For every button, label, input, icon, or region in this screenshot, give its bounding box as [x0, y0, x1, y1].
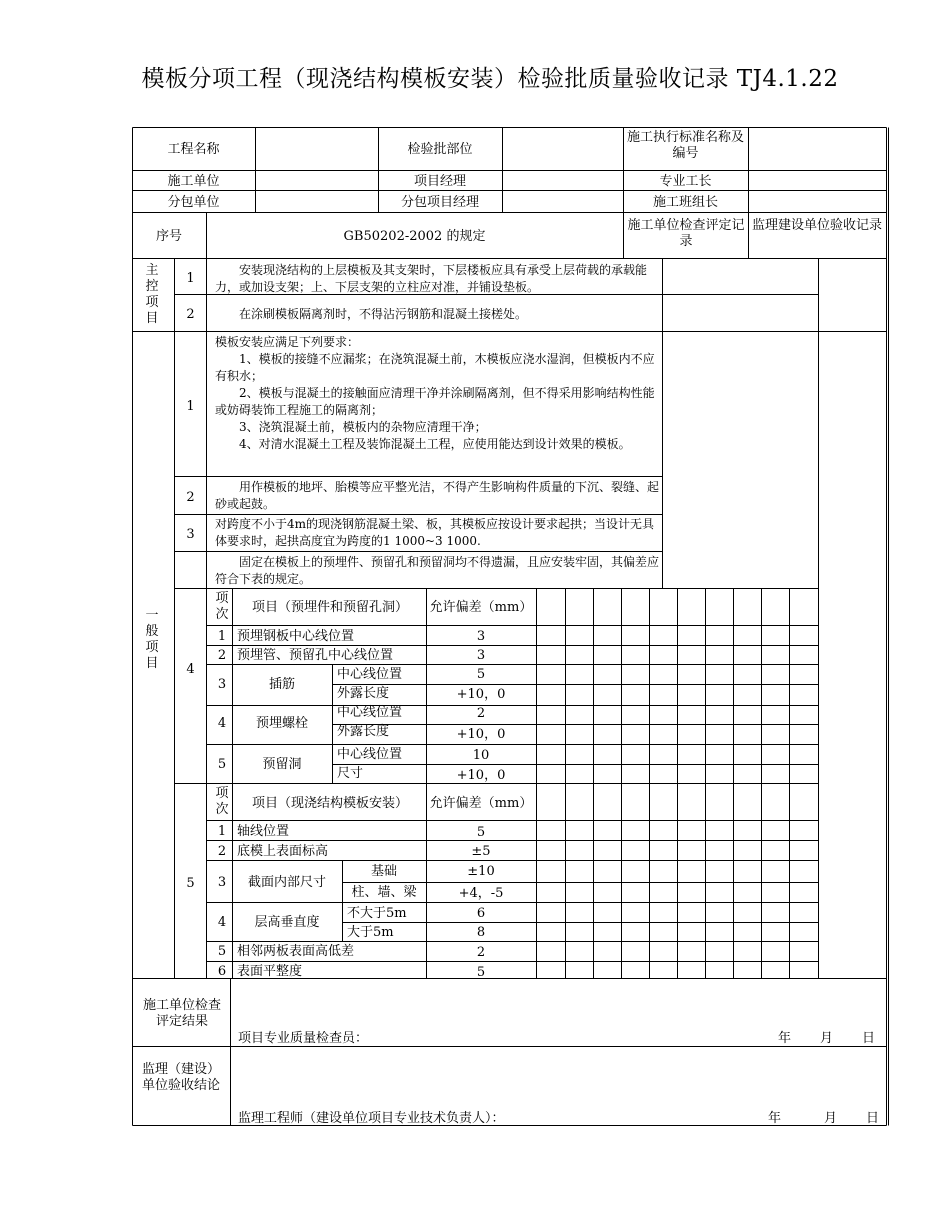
label-team-leader: 施工班组长 — [652, 195, 718, 210]
item5-row3-tol2: +4，-5 — [458, 886, 504, 901]
item5-row4-item: 层高垂直度 — [254, 915, 320, 930]
item4-row1-item: 预埋钢板中心线位置 — [237, 629, 355, 644]
item5-row2-item: 底模上表面标高 — [237, 844, 329, 859]
item5-row2-seq: 2 — [217, 844, 227, 859]
label-pm: 项目经理 — [413, 174, 466, 189]
item5-col-seq: 项次 — [215, 786, 229, 817]
item4-row1-seq: 1 — [217, 629, 227, 644]
item4-col-tol: 允许偏差（mm） — [429, 600, 533, 615]
document-title: 模板分项工程（现浇结构模板安装）检验批质量验收记录 TJ4.1.22 — [141, 66, 839, 92]
general-item-4-no: 4 — [186, 662, 195, 677]
main-control-label: 主控项目 — [145, 263, 159, 326]
item4-row3-sub1: 中心线位置 — [337, 667, 403, 682]
item4-row4-sub1: 中心线位置 — [337, 705, 403, 720]
item4-col-seq: 项次 — [215, 591, 229, 622]
item4-row4-tol1: 2 — [476, 706, 486, 721]
date-day-1: 日 — [862, 1031, 876, 1046]
label-inspect-part: 检验批部位 — [407, 142, 473, 157]
item4-row2-item: 预埋管、预留孔中心线位置 — [237, 648, 394, 663]
item4-row5-sub2: 尺寸 — [337, 766, 364, 781]
item5-row2-tol: ±5 — [471, 844, 491, 859]
general-item-1-no: 1 — [186, 399, 195, 414]
item5-row4-sub1: 不大于5m — [347, 906, 407, 921]
main-item-2-no: 2 — [186, 307, 195, 322]
item4-row3-seq: 3 — [217, 677, 227, 692]
general-item-2-text: 用作模板的地坪、胎模等应平整光洁，不得产生影响构件质量的下沉、裂缝、起砂或起鼓。 — [215, 480, 660, 511]
main-item-2-text: 在涂刷模板隔离剂时，不得沾污钢筋和混凝土接槎处。 — [215, 307, 528, 321]
label-constructor: 施工单位 — [167, 174, 220, 189]
date-month-1: 月 — [820, 1031, 834, 1046]
general-item-2-no: 2 — [186, 490, 195, 505]
item4-col-item: 项目（预埋件和预留孔洞） — [251, 600, 408, 615]
general-item-4-text: 固定在模板上的预埋件、预留孔和预留洞均不得遗漏，且应安装牢固，其偏差应符合下表的规定。 — [215, 555, 660, 586]
item4-row3-sub2: 外露长度 — [337, 686, 390, 701]
general-item-3-no: 3 — [186, 527, 195, 542]
item5-row4-tol2: 8 — [476, 925, 486, 940]
item5-row3-sub1: 基础 — [370, 864, 397, 879]
item4-row4-tol2: +10，0 — [456, 727, 506, 742]
date-day-2: 日 — [866, 1111, 880, 1126]
item4-row1-tol: 3 — [476, 629, 486, 644]
item4-row5-item: 预留洞 — [262, 757, 302, 772]
label-supervisor-result: 监理（建设）单位验收结论 — [141, 1062, 220, 1093]
item4-row5-tol1: 10 — [472, 748, 490, 763]
label-inspector: 项目专业质量检查员： — [238, 1031, 369, 1046]
item5-row6-item: 表面平整度 — [237, 964, 303, 979]
item4-row3-tol2: +10，0 — [456, 687, 506, 702]
item5-row4-seq: 4 — [217, 915, 227, 930]
date-month-2: 月 — [824, 1111, 838, 1126]
item5-row6-seq: 6 — [217, 964, 227, 979]
main-item-1-text: 安装现浇结构的上层模板及其支架时，下层楼板应具有承受上层荷载的承载能力，或加设支架；上、下层支架的立柱应对准，并铺设垫板。 — [215, 263, 648, 294]
item5-row4-sub2: 大于5m — [347, 925, 394, 940]
item5-row6-tol: 5 — [476, 965, 486, 980]
item5-row1-item: 轴线位置 — [237, 824, 290, 839]
label-sub-pm: 分包项目经理 — [400, 195, 479, 210]
label-foreman: 专业工长 — [659, 174, 712, 189]
item4-row4-seq: 4 — [217, 716, 227, 731]
item4-row3-item: 插筋 — [268, 677, 295, 692]
label-subcontractor: 分包单位 — [167, 195, 220, 210]
item4-row5-seq: 5 — [217, 757, 227, 772]
date-year-2: 年 — [768, 1111, 782, 1126]
general-label: 一般项目 — [145, 608, 159, 671]
label-constructor-result: 施工单位检查评定结果 — [142, 998, 221, 1029]
item5-row3-seq: 3 — [217, 875, 227, 890]
item4-row3-tol1: 5 — [476, 667, 486, 682]
item5-row3-tol1: ±10 — [467, 864, 495, 879]
main-item-1-no: 1 — [186, 271, 195, 286]
item5-row1-tol: 5 — [476, 825, 486, 840]
label-seq: 序号 — [155, 229, 182, 244]
item5-row1-seq: 1 — [217, 824, 227, 839]
general-item-5-no: 5 — [186, 876, 195, 891]
item4-row4-sub2: 外露长度 — [337, 724, 390, 739]
item4-row5-sub1: 中心线位置 — [337, 747, 403, 762]
item4-row4-item: 预埋螺栓 — [255, 716, 308, 731]
label-project-name: 工程名称 — [167, 142, 220, 157]
label-check-record: 施工单位检查评定记录 — [627, 218, 745, 249]
date-year-1: 年 — [778, 1031, 792, 1046]
item5-col-item: 项目（现浇结构模板安装） — [251, 796, 408, 811]
item4-row5-tol2: +10，0 — [456, 768, 506, 783]
item5-row5-tol: 2 — [476, 945, 486, 960]
item5-row3-sub2: 柱、墙、梁 — [351, 885, 417, 900]
general-item-3-text: 对跨度不小于4m的现浇钢筋混凝土梁、板，其模板应按设计要求起拱；当设计无具体要求时，起拱高度宜为跨度的1 1000~3 1000. — [215, 517, 655, 548]
label-spec: GB50202-2002 的规定 — [343, 229, 486, 244]
item4-row2-seq: 2 — [217, 648, 227, 663]
item5-row3-item: 截面内部尺寸 — [247, 875, 326, 890]
label-accept-record: 监理建设单位验收记录 — [752, 218, 883, 233]
item4-row2-tol: 3 — [476, 648, 486, 663]
general-item-1-text: 模板安装应满足下列要求： 1、模板的接缝不应漏浆；在浇筑混凝土前，木模板应浇水湿润，但模板内不应有积水； 2、模板与混凝土的接触面应清理干净并涂刷隔离剂，但不得采用影响结构性能或妨碍装饰工程施工的隔离剂； 3、浇筑混凝土前，模板内的杂物应清理干净； 4、对清水混凝土工程及装饰混凝土工程，应使用能达到设计效果的模板。 — [215, 335, 655, 451]
label-standard: 施工执行标准名称及编号 — [626, 130, 744, 161]
item5-col-tol: 允许偏差（mm） — [429, 796, 533, 811]
item5-row4-tol1: 6 — [476, 906, 486, 921]
item5-row5-item: 相邻两板表面高低差 — [237, 944, 355, 959]
item5-row5-seq: 5 — [217, 944, 227, 959]
label-engineer: 监理工程师（建设单位项目专业技术负责人）： — [238, 1111, 505, 1126]
